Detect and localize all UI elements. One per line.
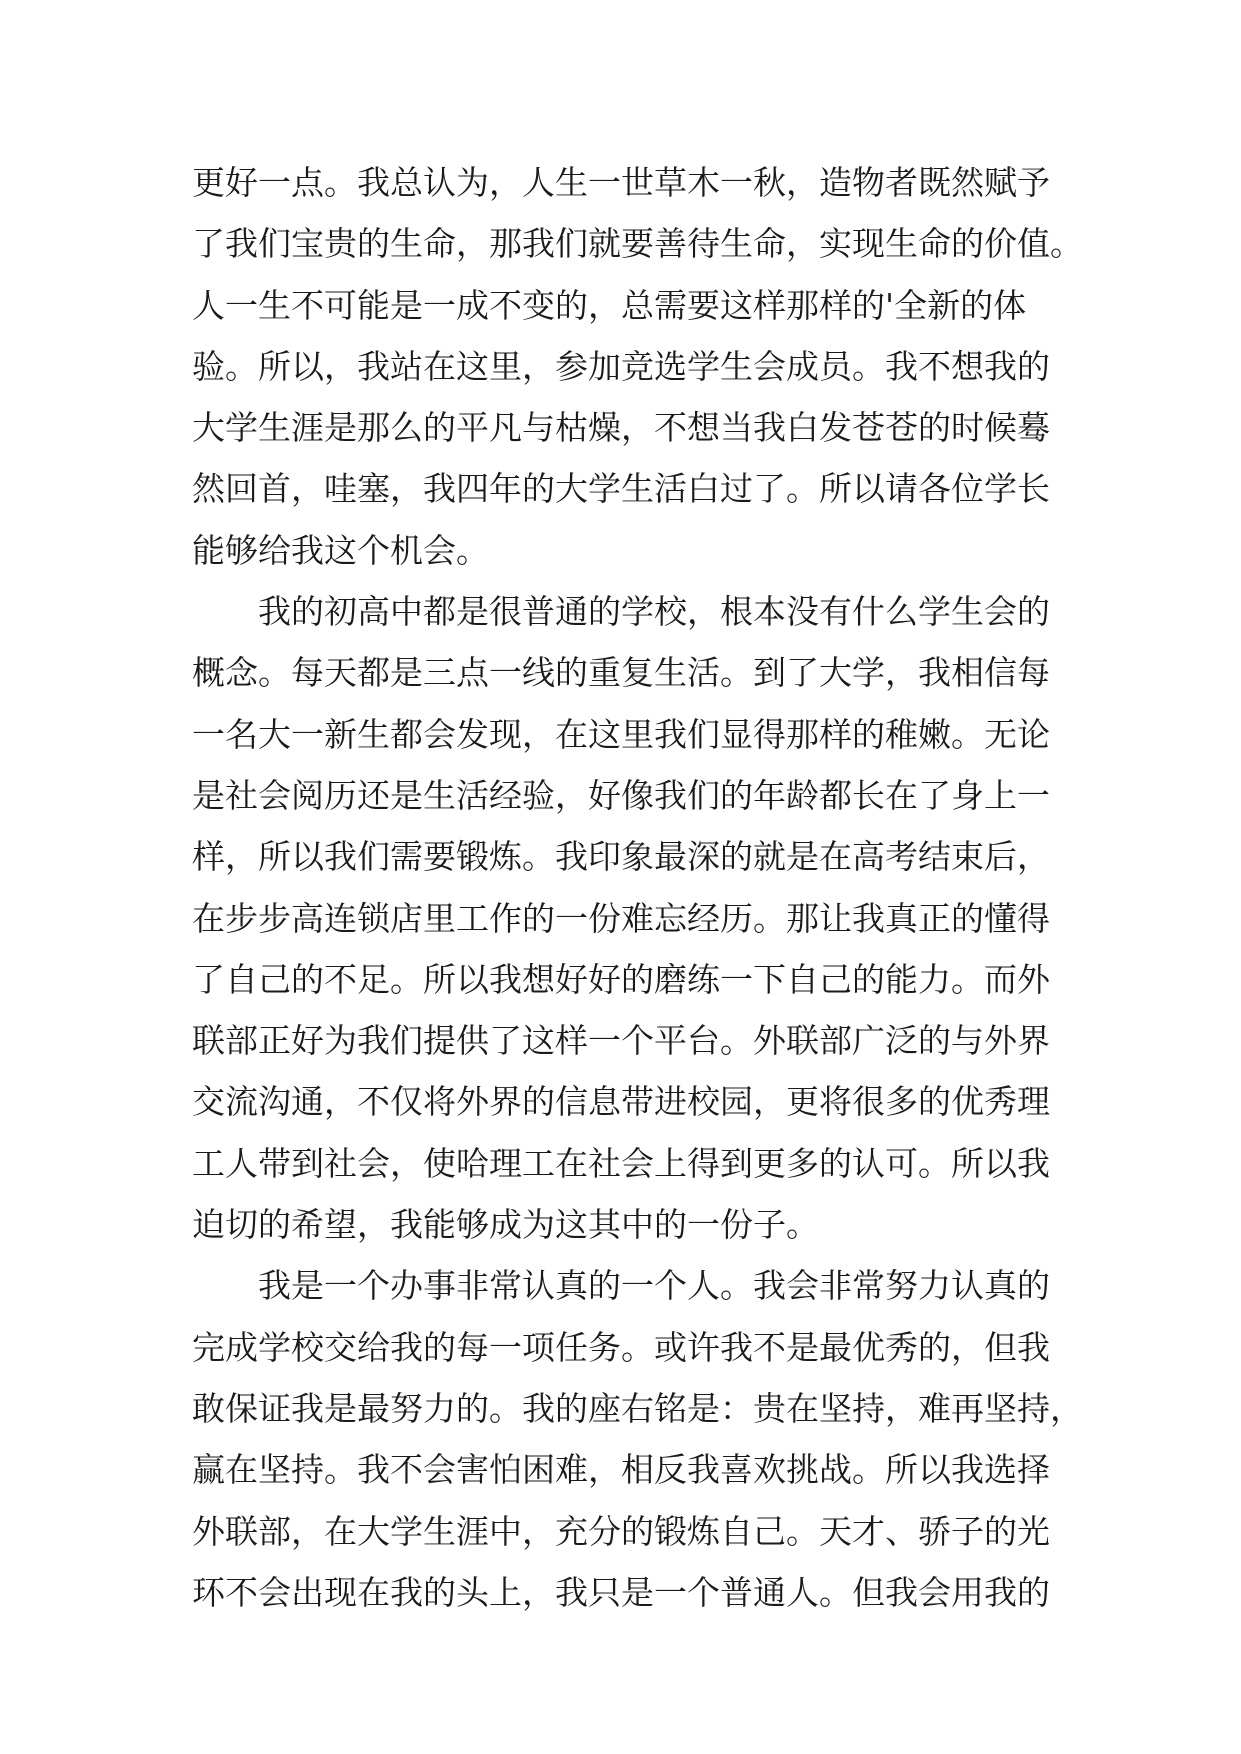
text-line: 然回首，哇塞，我四年的大学生活白过了。所以请各位学长 <box>192 469 1050 509</box>
text-line: 敢保证我是最努力的。我的座右铭是：贵在坚持，难再坚持， <box>192 1388 1083 1428</box>
text-line: 更好一点。我总认为，人生一世草木一秋，造物者既然赋予 <box>192 163 1050 202</box>
text-line: 在步步高连锁店里工作的一份难忘经历。那让我真正的懂得 <box>192 898 1050 938</box>
text-line: 迫切的希望，我能够成为这其中的一份子。 <box>192 1205 819 1245</box>
text-line: 概念。每天都是三点一线的重复生活。到了大学，我相信每 <box>192 653 1050 693</box>
text-line: 是社会阅历还是生活经验，好像我们的年龄都长在了身上一 <box>192 775 1050 815</box>
paragraph-first-line: 我是一个办事非常认真的一个人。我会非常努力认真的 <box>258 1266 1050 1306</box>
paragraph-first-line: 我的初高中都是很普通的学校，根本没有什么学生会的 <box>258 592 1050 632</box>
text-line: 了我们宝贵的生命，那我们就要善待生命，实现生命的价值。 <box>192 224 1083 264</box>
text-line: 人一生不可能是一成不变的，总需要这样那样的'全新的体 <box>192 285 1027 325</box>
body-text <box>192 152 1083 1623</box>
text-line: 赢在坚持。我不会害怕困难，相反我喜欢挑战。所以我选择 <box>192 1450 1050 1490</box>
text-line: 样，所以我们需要锻炼。我印象最深的就是在高考结束后， <box>192 837 1050 877</box>
text-line: 大学生涯是那么的平凡与枯燥，不想当我白发苍苍的时候蓦 <box>192 408 1050 448</box>
text-line: 了自己的不足。所以我想好好的磨练一下自己的能力。而外 <box>192 959 1050 999</box>
text-line: 外联部，在大学生涯中，充分的锻炼自己。天才、骄子的光 <box>192 1511 1050 1551</box>
text-line: 验。所以，我站在这里，参加竞选学生会成员。我不想我的 <box>192 346 1050 386</box>
text-line: 联部正好为我们提供了这样一个平台。外联部广泛的与外界 <box>192 1021 1050 1061</box>
text-line: 工人带到社会，使哈理工在社会上得到更多的认可。所以我 <box>192 1143 1050 1183</box>
text-line: 完成学校交给我的每一项任务。或许我不是最优秀的，但我 <box>192 1327 1050 1367</box>
text-line: 交流沟通，不仅将外界的信息带进校园，更将很多的优秀理 <box>192 1082 1050 1122</box>
text-line: 一名大一新生都会发现，在这里我们显得那样的稚嫩。无论 <box>192 714 1050 754</box>
text-line: 环不会出现在我的头上，我只是一个普通人。但我会用我的 <box>192 1572 1050 1612</box>
text-line: 能够给我这个机会。 <box>192 530 489 570</box>
